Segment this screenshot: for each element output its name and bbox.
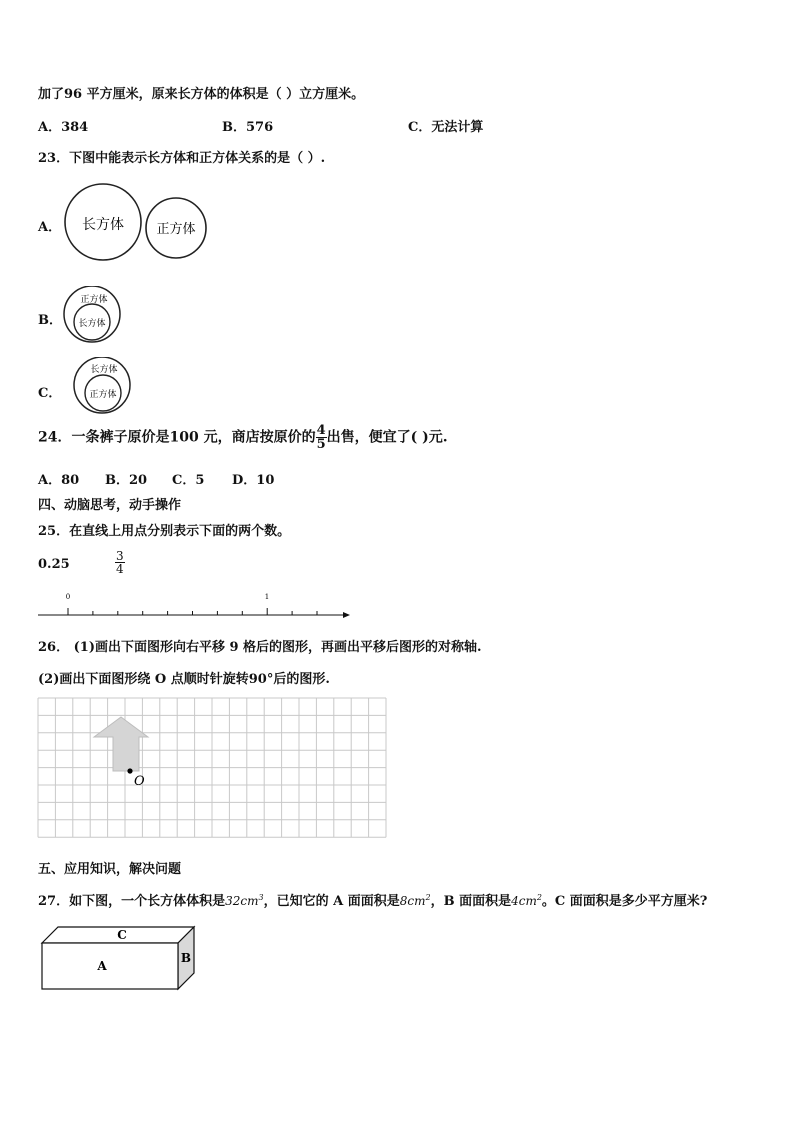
axis-label-0: 0 — [65, 593, 71, 601]
q24-prompt — [38, 424, 448, 451]
q23-option-c-label: C． — [38, 386, 62, 401]
q22-option-b: B．576 — [222, 120, 274, 135]
face-b-label: B — [180, 951, 192, 965]
q27-part1: 27．如下图，一个长方体体积是 — [38, 894, 226, 909]
q25-frac-num: 3 — [116, 549, 124, 563]
q23-prompt: 23．下图中能表示长方体和正方体关系的是（ ）. — [38, 151, 326, 166]
arrow-shape — [94, 717, 148, 771]
q24-prefix: 24．一条裤子原价是100 元，商店按原价的 — [38, 429, 316, 446]
q27-part4: 。C 面面积是多少平方厘米? — [541, 894, 708, 909]
q23-option-a-diagram — [62, 183, 212, 263]
axis-label-1: 1 — [264, 593, 270, 601]
section-5-title: 五、应用知识，解决问题 — [38, 862, 182, 877]
number-line — [34, 588, 354, 622]
q24-option-b: B．20 — [105, 473, 148, 488]
face-a-label: A — [97, 959, 107, 973]
q26-part2: (2)画出下面图形绕 O 点顺时针旋转90°后的图形. — [38, 672, 330, 687]
q24-option-c: C．5 — [172, 473, 205, 488]
q27-volume: $32cm^3$ — [225, 893, 264, 908]
square-circle-label: 正方体 — [156, 222, 196, 237]
face-a — [42, 943, 178, 989]
square-outer-label: 正方体 — [80, 295, 108, 305]
q23-option-b-label: B． — [38, 313, 62, 328]
rect-inner-label: 长方体 — [78, 319, 106, 329]
q27-part3: ，B 面面积是 — [430, 894, 512, 909]
point-o-label: O — [134, 774, 145, 789]
number-line-arrow — [343, 612, 350, 618]
q23-option-c-diagram — [70, 357, 136, 415]
rect-outer-label: 长方体 — [90, 365, 118, 375]
q27-part2: ，已知它的 A 面面积是 — [263, 894, 400, 909]
q24-option-a: A．80 — [38, 473, 80, 488]
rect-circle-label: 长方体 — [82, 217, 124, 233]
q23-option-b-diagram — [60, 286, 126, 344]
q24-fraction — [316, 424, 327, 451]
q24-option-d: D．10 — [232, 473, 275, 488]
q27-prompt — [38, 890, 707, 909]
q27-area-b: $4cm^2$ — [511, 893, 542, 908]
q24-suffix: 出售，便宜了( )元. — [326, 429, 448, 446]
grid-figure — [37, 697, 389, 847]
q22-option-c: C．无法计算 — [408, 120, 484, 135]
square-inner-label: 正方体 — [89, 390, 117, 400]
q25-prompt: 25．在直线上用点分别表示下面的两个数。 — [38, 524, 291, 539]
q22-option-a: A．384 — [38, 120, 89, 135]
grid-lines — [38, 698, 386, 837]
q24-frac-den: 5 — [316, 437, 326, 452]
section-4-title: 四、动脑思考，动手操作 — [38, 498, 182, 513]
number-line-ticks — [68, 608, 317, 615]
q24-frac-num: 4 — [316, 423, 326, 438]
point-o — [127, 768, 132, 773]
q22-tail-text: 加了96 平方厘米，原来长方体的体积是（ ）立方厘米。 — [38, 87, 365, 102]
cuboid-figure — [40, 924, 200, 994]
q25-number-0-25: 0.25 — [38, 557, 70, 572]
q25-fraction — [115, 550, 125, 575]
q23-option-a-label: A． — [38, 220, 62, 235]
q26-part1: 26． (1)画出下面图形向右平移 9 格后的图形，再画出平移后图形的对称轴. — [38, 640, 482, 655]
face-c-label: C — [117, 928, 127, 942]
q25-frac-den: 4 — [116, 562, 124, 576]
q27-area-a: $8cm^2$ — [399, 893, 431, 908]
